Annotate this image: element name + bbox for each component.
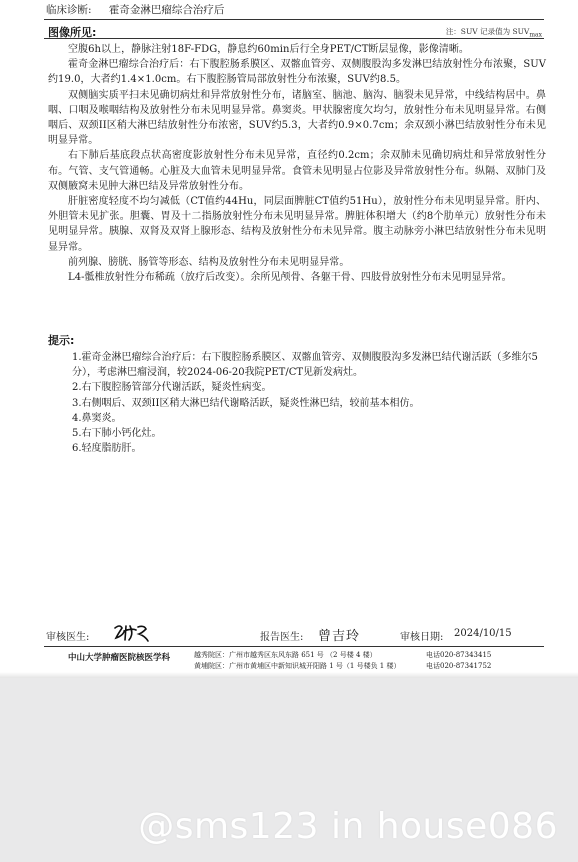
suv-note-sub: max [529, 31, 542, 39]
tip-item: 1.霍奇金淋巴瘤综合治疗后：右下腹腔肠系膜区、双髂血管旁、双侧腹股沟多发淋巴结代谢活跃（多维尔5分），考虑淋巴瘤浸润，较2024-06-20我院PET/CT见新发病灶。 [72, 352, 538, 379]
reporter-name: 曾吉玲 [318, 629, 361, 644]
footer-divider [44, 646, 544, 647]
findings-body [48, 42, 546, 285]
findings-title: 图像所见: [48, 26, 97, 39]
tips-list [72, 350, 548, 456]
findings-paragraph: 霍奇金淋巴瘤综合治疗后：右下腹腔肠系膜区、双髂血管旁、双侧腹股沟多发淋巴结放射性分布浓聚，SUV约19.0，大者约1.4×1.0cm。右下腹腔肠管局部放射性分布浓聚，SUV约8.5。 [48, 59, 546, 86]
findings-divider [44, 38, 544, 39]
header-divider [44, 19, 544, 20]
phone-yuexiu: 电话020-87343415 [426, 651, 492, 659]
findings-paragraph: 空腹6h以上，静脉注射18F-FDG，静息约60min后行全身PET/CT断层显像，影像清晰。 [68, 44, 469, 55]
suv-note [446, 26, 542, 39]
footer [46, 650, 546, 674]
tip-item: 2.右下腹腔肠管部分代谢活跃，疑炎性病变。 [72, 382, 272, 394]
date-value: 2024/10/15 [454, 628, 512, 639]
address-yuexiu: 越秀院区：广州市越秀区东风东路 651 号 （2 号楼 4 楼） [194, 651, 377, 659]
reviewer-signature [112, 622, 152, 644]
tip-item: 5.右下肺小钙化灶。 [72, 428, 162, 440]
reviewer-label: 审核医生: [46, 632, 90, 643]
suv-note-text: 注：SUV 记录值为 SUV [445, 27, 530, 36]
clinical-diagnosis-value: 霍奇金淋巴瘤综合治疗后 [108, 4, 225, 16]
institution-name: 中山大学肿瘤医院核医学科 [68, 653, 171, 663]
findings-paragraph: 肝脏密度轻度不均匀减低（CT值约44Hu，同层面脾脏CT值约51Hu），放射性分布未见明显异常。肝内、外胆管未见扩张。胆囊、胃及十二指肠放射性分布未见明显异常。脾脏体积增大（约8个肋单元）放射性分布未见明显异常。胰腺、双肾及双肾上腺形态、结构及放射性分布未见异常。腹主动脉旁小淋巴结放射性分布未见明显异常。 [48, 196, 546, 253]
clinical-diagnosis [46, 2, 224, 17]
findings-paragraph: 双侧脑实质平扫未见确切病灶和异常放射性分布，诸脑室、脑池、脑沟、脑裂未见异常，中线结构居中。鼻咽、口咽及喉咽结构及放射性分布未见明显异常。鼻窦炎。甲状腺密度欠均匀，放射性分布未见明显异常。右侧咽后、双颈II区稍大淋巴结放射性分布浓密，SUV约5.3，大者约0.9×0.7cm；余双颈小淋巴结放射性分布未见明显异常。 [48, 89, 546, 147]
watermark: @sms123 in house086 [138, 806, 558, 847]
tip-item: 3.右侧咽后、双颈II区稍大淋巴结代谢略活跃，疑炎性淋巴结，较前基本相仿。 [72, 397, 420, 409]
phone-huangpu: 电话020-87341752 [426, 662, 492, 670]
tip-item: 6.轻度脂肪肝。 [72, 443, 142, 455]
reporter-label: 报告医生: [260, 632, 304, 643]
date-label: 审核日期: [400, 632, 444, 643]
signature-row [46, 628, 546, 648]
clinical-diagnosis-label: 临床诊断: [46, 4, 92, 16]
tip-item: 4.鼻窦炎。 [72, 412, 122, 424]
findings-paragraph: L4-骶椎放射性分布稀疏（放疗后改变）。余所见颅骨、各躯干骨、四肢骨放射性分布未见明显异常。 [68, 272, 512, 284]
address-huangpu: 黄埔院区：广州市黄埔区中新知识城开阳路 1 号（1 号楼负 1 楼） [194, 662, 401, 670]
findings-paragraph: 右下肺后基底段点状高密度影放射性分布未见异常，直径约0.2cm；余双肺未见确切病灶和异常放射性分布。气管、支气管通畅。心脏及大血管未见明显异常。食管未见明显占位影及异常放射性分布。纵隔、双肺门及双侧腋窝未见肿大淋巴结及异常放射性分布。 [48, 150, 546, 192]
tips-title: 提示: [48, 334, 75, 347]
findings-paragraph: 前列腺、膀胱、肠管等形态、结构及放射性分布未见明显异常。 [68, 256, 350, 268]
